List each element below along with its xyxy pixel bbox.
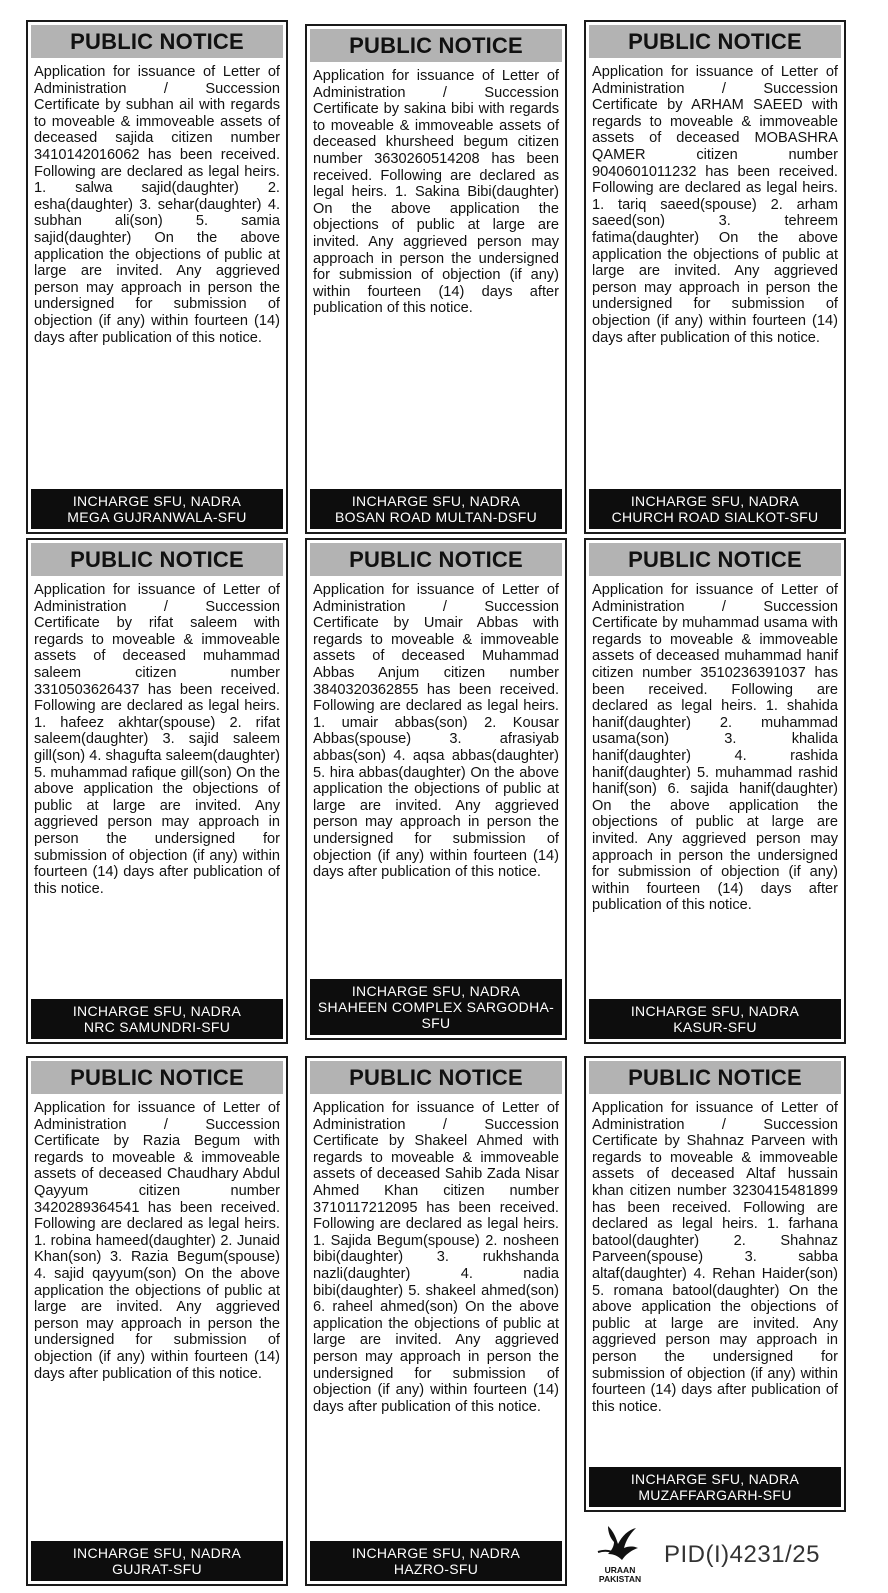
public-notice-5 <box>305 538 567 1040</box>
notice-title: PUBLIC NOTICE <box>589 1061 841 1094</box>
footer-line-1: INCHARGE SFU, NADRA <box>630 1003 800 1019</box>
footer-line-2: HAZRO-SFU <box>393 1561 479 1577</box>
public-notice-7 <box>26 1056 288 1586</box>
footer-line-2: NRC SAMUNDRI-SFU <box>83 1019 231 1035</box>
public-notice-4 <box>26 538 288 1044</box>
footer-line-2: BOSAN ROAD MULTAN-DSFU <box>334 509 538 525</box>
notice-body: Application for issuance of Letter of Administration / Succession Certificate by Razia Begum with regards to moveable & immoveable assets of deceased Chaudhary Abdul Qayyum citizen number 3420289364541 has been received. Following are declared as legal heirs. 1. robina hameed(daughter) 2. Junaid Khan(son) 3. Razia Begum(spouse) 4. sajid qayyum(son) On the above application the objections of public at large are invited. Any aggrieved person may approach in person the undersigned for submission of objection (if any) within fourteen (14) days after publication of this notice. <box>34 1100 280 1382</box>
notice-body: Application for issuance of Letter of Administration / Succession Certificate by Umair Abbas with regards to moveable & immoveable assets of deceased Muhammad Abbas Anjum citizen number 3840320362855 has been received. Following are declared as legal heirs. 1. umair abbas(son) 2. Kousar Abbas(spouse) 3. afrasiyab abbas(son) 4. aqsa abbas(daughter) 5. hira abbas(daughter) On the above application the objections of public at large are invited. Any aggrieved person may approach in person the undersigned for submission of objection (if any) within fourteen (14) days after publication of this notice. <box>313 582 559 881</box>
notice-title: PUBLIC NOTICE <box>31 543 283 576</box>
footer-line-1: INCHARGE SFU, NADRA <box>351 493 521 509</box>
notice-body: Application for issuance of Letter of Administration / Succession Certificate by subhan ail with regards to moveable & immoveable assets of deceased sajida citizen number 3410142016062 has been received. Following are declared as legal heirs. 1. salwa sajid(daughter) 2. esha(daughter) 3. sehar(daughter) 4. subhan ali(son) 5. samia sajid(daughter) On the above application the objections of public at large are invited. Any aggrieved person may approach in person the undersigned for submission of objection (if any) within fourteen (14) days after publication of this notice. <box>34 64 280 346</box>
footer-line-2: KASUR-SFU <box>673 1019 757 1035</box>
notice-footer <box>310 489 562 529</box>
footer-line-2: MUZAFFARGARH-SFU <box>638 1487 792 1503</box>
notice-title: PUBLIC NOTICE <box>310 1061 562 1094</box>
notice-body: Application for issuance of Letter of Administration / Succession Certificate by rifat saleem with regards to moveable & immoveable assets of deceased muhammad saleem citizen number 3310503626437 has been received. Following are declared as legal heirs. 1. hafeez akhtar(spouse) 2. rifat saleem(daughter) 3. sajid saleem gill(son) 4. shagufta saleem(daughter) 5. muhammad rafique gill(son) On the above application the objections of public at large are invited. Any aggrieved person may approach in person the undersigned for submission of objection (if any) within fourteen (14) days after publication of this notice. <box>34 582 280 897</box>
footer-line-1: INCHARGE SFU, NADRA <box>72 1003 242 1019</box>
notice-title: PUBLIC NOTICE <box>589 543 841 576</box>
notice-title: PUBLIC NOTICE <box>310 543 562 576</box>
footer-line-1: INCHARGE SFU, NADRA <box>72 1545 242 1561</box>
notice-body: Application for issuance of Letter of Administration / Succession Certificate by ARHAM SAEED with regards to moveable & immoveable assets of deceased MOBASHRA QAMER citizen number 9040601011232 has been received. Following are declared as legal heirs. 1. tariq saeed(spouse) 2. arham saeed(son) 3. tehreem fatima(daughter) On the above application the objections of public at large are invited. Any aggrieved person may approach in person the undersigned for submission of objection (if any) within fourteen (14) days after publication of this notice. <box>592 64 838 346</box>
footer-line-1: INCHARGE SFU, NADRA <box>351 983 521 999</box>
public-notice-8 <box>305 1056 567 1586</box>
footer-line-2: GUJRAT-SFU <box>112 1561 202 1577</box>
uraan-pakistan-bird-icon <box>592 1522 648 1566</box>
notice-footer <box>31 999 283 1039</box>
notice-footer <box>31 1541 283 1581</box>
notice-body: Application for issuance of Letter of Administration / Succession Certificate by muhammad usama with regards to moveable & immoveable assets of deceased muhammad hanif citizen number 3510236391037 has been received. Following are declared as legal heirs. 1. shahida hanif(daughter) 2. muhammad usama(son) 3. khalida hanif(daughter) 4. rashida hanif(daughter) 5. muhammad rashid hanif(son) 6. sajida hanif(daughter) On the above application the objections of public at large are invited. Any aggrieved person may approach in person the undersigned for submission of objection (if any) within fourteen (14) days after publication of this notice. <box>592 582 838 914</box>
footer-line-1: INCHARGE SFU, NADRA <box>72 493 242 509</box>
notice-body: Application for issuance of Letter of Administration / Succession Certificate by sakina bibi with regards to moveable & immoveable assets of deceased khursheed begum citizen number 3630260514208 has been received. Following are declared as legal heirs. 1. Sakina Bibi(daughter) On the above application the objections of public at large are invited. Any aggrieved person may approach in person the undersigned for submission of objection (if any) within fourteen (14) days after publication of this notice. <box>313 68 559 317</box>
notice-title: PUBLIC NOTICE <box>310 29 562 62</box>
public-notice-3 <box>584 20 846 534</box>
logo-line-2: PAKISTAN <box>598 1574 642 1584</box>
notice-footer <box>31 489 283 529</box>
logo-wordmark <box>592 1566 648 1584</box>
notice-footer <box>589 999 841 1039</box>
footer-line-1: INCHARGE SFU, NADRA <box>630 1471 800 1487</box>
notice-footer <box>589 489 841 529</box>
notice-title: PUBLIC NOTICE <box>31 25 283 58</box>
footer-line-1: INCHARGE SFU, NADRA <box>351 1545 521 1561</box>
public-notice-1 <box>26 20 288 534</box>
notice-body: Application for issuance of Letter of Administration / Succession Certificate by Shakeel Ahmed with regards to moveable & immoveable assets of deceased Sahib Zada Nisar Ahmed Khan citizen number 3710117212095 has been received. Following are declared as legal heirs. 1. Sajida Begum(spouse) 2. nosheen bibi(daughter) 3. rukhshanda nazli(daughter) 4. nadia bibi(daughter) 5. shakeel ahmed(son) 6. raheel ahmed(son) On the above application the objections of public at large are invited. Any aggrieved person may approach in person the undersigned for submission of objection (if any) within fourteen (14) days after publication of this notice. <box>313 1100 559 1415</box>
notice-footer <box>310 979 562 1035</box>
notice-title: PUBLIC NOTICE <box>589 25 841 58</box>
footer-line-2: SHAHEEN COMPLEX SARGODHA-SFU <box>317 999 555 1031</box>
public-notice-9 <box>584 1056 846 1512</box>
notice-footer <box>310 1541 562 1581</box>
footer-line-1: INCHARGE SFU, NADRA <box>630 493 800 509</box>
pid-number: PID(I)4231/25 <box>664 1541 820 1568</box>
public-notice-6 <box>584 538 846 1044</box>
notice-body: Application for issuance of Letter of Administration / Succession Certificate by Shahnaz Parveen with regards to moveable & immoveable assets of deceased Altaf hussain khan citizen number 3230415481899 has been received. Following are declared as legal heirs. 1. farhana batool(daughter) 2. Shahnaz Parveen(spouse) 3. sabba altaf(daughter) 4. Rehan Haider(son) 5. romana batool(daughter) On the above application the objections of public at large are invited. Any aggrieved person may approach in person the undersigned for submission of objection (if any) within fourteen (14) days after publication of this notice. <box>592 1100 838 1415</box>
footer-line-2: CHURCH ROAD SIALKOT-SFU <box>611 509 819 525</box>
logo-line-1: URAAN <box>604 1565 636 1575</box>
footer-line-2: MEGA GUJRANWALA-SFU <box>67 509 247 525</box>
public-notice-2 <box>305 24 567 534</box>
notice-footer <box>589 1467 841 1507</box>
notice-title: PUBLIC NOTICE <box>31 1061 283 1094</box>
